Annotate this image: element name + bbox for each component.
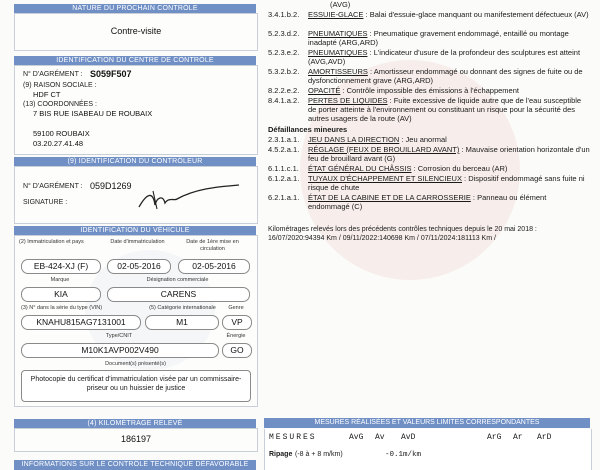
ripage-value: -0.1m/km (385, 451, 422, 459)
defect-code: 6.1.2.a.1. (268, 174, 300, 183)
defect-code: 5.3.2.b.2. (268, 67, 300, 76)
defect-title: ÉTAT GÉNÉRAL DU CHÂSSIS (308, 164, 412, 173)
inspector-signature-label: SIGNATURE : (23, 199, 68, 206)
center-name-value: HDF CT (33, 90, 61, 99)
measures-label: MESURES (269, 433, 317, 442)
mileage-history: Kilométrages relevés lors des précédents contrôles techniques depuis le 20 mai 2018 : 16/07/2020:94394 Km / 09/11/2022:140698 Km / 07/11/2024:181113 Km / (268, 226, 537, 242)
category-label: (5) Catégorie internationale (149, 305, 216, 311)
documents-label: Document(s) présenté(s) (105, 361, 166, 367)
defect-text: : Fuite excessive de liquide autre que de l'eau susceptible de porter atteinte à l'environnement ou constituant un risque pour la sécurité des autres usagers de la route (AV) (308, 96, 582, 123)
center-header: IDENTIFICATION DU CENTRE DE CONTRÔLE (14, 56, 256, 65)
defect-title: ÉTAT DE LA CABINE ET DE LA CARROSSERIE (308, 193, 471, 202)
measures-col-avg: AvG (349, 433, 364, 442)
measures-col-ar: Ar (513, 433, 523, 442)
inspector-header: (9) IDENTIFICATION DU CONTRÔLEUR (14, 157, 256, 166)
defect-code: 8.4.1.a.2. (268, 96, 300, 105)
mileage-value: 186197 (120, 434, 152, 444)
first-circ-field: 02-05-2016 (178, 259, 250, 274)
defect-major-item (268, 86, 590, 95)
measures-col-arg: ArG (487, 433, 502, 442)
vehicle-box (14, 235, 258, 407)
make-label: Marque (50, 277, 70, 283)
defect-text: : L'indicateur d'usure de la profondeur des sculptures est atteint (AVG,AVD) (308, 48, 581, 66)
measures-box (264, 429, 592, 470)
defect-title: OPACITÉ (308, 86, 341, 95)
center-phone: 03.20.27.41.48 (33, 139, 84, 148)
defect-major-item (268, 29, 590, 47)
reg-date-field: 02-05-2016 (107, 259, 171, 274)
next-inspection-header: NATURE DU PROCHAIN CONTRÔLE (14, 4, 256, 13)
defect-text: : Pneumatique gravement endommagé, entaillé ou montage inadapté (ARG,ARD) (308, 29, 569, 47)
defect-text: : Panneau ou élément endommagé (C) (308, 193, 547, 211)
defect-title: PNEUMATIQUES (308, 48, 368, 57)
genre-label: Genre (228, 305, 244, 311)
defect-major-item (268, 67, 590, 85)
center-name-label: (9) RAISON SOCIALE : (23, 82, 97, 89)
defect-code: 5.2.3.d.2. (268, 29, 300, 38)
model-label: Désignation commerciale (146, 277, 209, 283)
minor-defects-header: Défaillances mineures (268, 125, 348, 134)
defect-minor-item (268, 145, 590, 163)
defect-code: 4.5.2.a.1. (268, 145, 300, 154)
make-field: KIA (21, 287, 101, 302)
reg-date-label: Date d'immatriculation (110, 239, 165, 245)
defect-title: ESSUIE-GLACE (308, 10, 364, 19)
center-address-line2: 59100 ROUBAIX (33, 129, 90, 138)
genre-field: VP (222, 315, 252, 330)
defect-minor-item (268, 174, 590, 192)
center-box (14, 65, 258, 155)
defect-major-item (268, 10, 590, 28)
inspector-agreement-label: N° D'AGRÉMENT : (23, 183, 83, 190)
registration-field: EB-424-XJ (F) (21, 259, 101, 274)
type-field: M10K1AVP002V490 (21, 343, 219, 358)
defect-code: 3.4.1.b.2. (268, 10, 300, 19)
defect-major-item (268, 96, 590, 123)
type-label: Type/CNIT (105, 333, 133, 339)
energy-label: Énergie (226, 333, 246, 339)
defect-text: : Corrosion du berceau (AR) (411, 164, 508, 173)
model-field: CARENS (107, 287, 250, 302)
vin-field: KNAHU815AG7131001 (21, 315, 141, 330)
defect-text: : Mauvaise orientation horizontale d'un feu de brouillard avant (G) (308, 145, 590, 163)
registration-label: (2) Immatriculation et pays (19, 239, 84, 245)
defect-text: : Balai d'essuie-glace manquant ou manifestement défectueux (AV) (363, 10, 589, 19)
ripage-range: (-8 à + 8 m/km) (295, 451, 343, 458)
unfavorable-info-header: INFORMATIONS SUR LE CONTRÔLE TECHNIQUE DÉFAVORABLE (14, 460, 256, 470)
defect-text: : Dispositif endommagé sans fuite ni risque de chute (308, 174, 585, 192)
defect-code: 6.1.1.c.1. (268, 164, 299, 173)
defect-title: PERTES DE LIQUIDES (308, 96, 388, 105)
defect-code: 6.2.1.a.1. (268, 193, 300, 202)
mileage-box (14, 428, 258, 452)
defect-minor-item (268, 164, 590, 173)
measures-col-avd: AvD (401, 433, 416, 442)
defect-minor-item (268, 193, 590, 211)
defect-text: : Jeu anormal (399, 135, 447, 144)
vin-label: (3) N° dans la série du type (VIN) (21, 305, 103, 311)
defect-title: JEU DANS LA DIRECTION (308, 135, 400, 144)
defect-title: PNEUMATIQUES (308, 29, 368, 38)
next-inspection-box (14, 13, 258, 51)
defect-title: TUYAUX D'ÉCHAPPEMENT ET SILENCIEUX (308, 174, 462, 183)
documents-field (21, 370, 251, 402)
defect-text: : Contrôle impossible des émissions à l'échappement (340, 86, 519, 95)
defect-title: RÉGLAGE (FEUX DE BROUILLARD AVANT) (308, 145, 460, 154)
signature-image (135, 183, 245, 213)
center-address-label: (13) COORDONNÉES : (23, 101, 97, 108)
energy-field: GO (222, 343, 252, 358)
defect-continuation: (AVG) (330, 0, 351, 9)
defect-code: 2.3.1.a.1. (268, 135, 300, 144)
inspector-box (14, 166, 258, 224)
center-agreement-value: S059F507 (90, 69, 132, 79)
defect-code: 8.2.2.e.2. (268, 86, 300, 95)
category-field: M1 (145, 315, 219, 330)
center-agreement-label: N° D'AGRÉMENT : (23, 71, 83, 78)
inspector-agreement-value: 059D1269 (90, 181, 132, 191)
defect-code: 5.2.3.e.2. (268, 48, 300, 57)
measures-header: MESURES RÉALISÉES ET VALEURS LIMITES CORRESPONDANTES (264, 418, 590, 428)
mileage-header: (4) KILOMÉTRAGE RELEVÉ (14, 419, 256, 428)
vehicle-header: IDENTIFICATION DU VÉHICULE (14, 226, 256, 235)
measures-col-ard: ArD (537, 433, 552, 442)
measures-col-av: Av (375, 433, 385, 442)
defect-title: AMORTISSEURS (308, 67, 368, 76)
defect-minor-item (268, 135, 590, 144)
next-inspection-value: Contre-visite (110, 26, 162, 36)
ripage-label: Ripage (269, 451, 293, 458)
defect-major-item (268, 48, 590, 66)
documents-value: Photocopie du certificat d'immatriculation visée par un commissaire-priseur ou un huissier de justice (30, 376, 242, 392)
first-circ-label: Date de 1ère mise en circulation (186, 239, 239, 252)
center-address-line1: 7 BIS RUE ISABEAU DE ROUBAIX (33, 109, 153, 118)
defect-text: : Amortisseur endommagé ou donnant des signes de fuite ou de dysfonctionnement grave (ARG,ARD) (308, 67, 583, 85)
